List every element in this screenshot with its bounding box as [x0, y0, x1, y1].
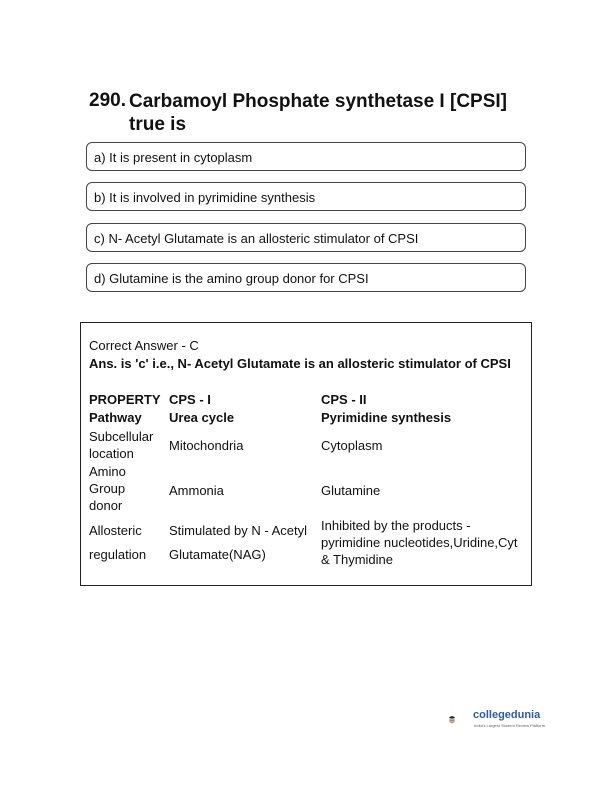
mascot-icon — [449, 702, 473, 738]
option-a[interactable]: a) It is present in cytoplasm — [86, 142, 526, 171]
table-cell-property: Allosteric regulation — [89, 523, 147, 562]
question-text: Carbamoyl Phosphate synthetase I [CPSI] true is — [129, 91, 507, 135]
answer-box — [80, 322, 532, 586]
table-cell-property: Pathway — [89, 410, 142, 425]
table-cell-cps2: Inhibited by the products - pyrimidine nucleotides,Uridine,Cyt & Thymidine — [321, 518, 518, 567]
table-cell-cps1: Urea cycle — [169, 410, 235, 425]
answer-explanation: Ans. is 'c' i.e., N- Acetyl Glutamate is an allosteric stimulator of CPSI — [89, 356, 511, 371]
table-header-cps2: CPS - II — [321, 392, 367, 407]
table-header-property: PROPERTY — [89, 392, 161, 407]
option-c[interactable]: c) N- Acetyl Glutamate is an allosteric stimulator of CPSI — [86, 223, 526, 252]
table-cell-cps1: Stimulated by N - Acetyl Glutamate(NAG) — [169, 523, 307, 562]
logo-name: collegedunia — [473, 709, 541, 721]
option-b[interactable]: b) It is involved in pyrimidine synthesis — [86, 182, 526, 211]
table-header-cps1: CPS - I — [169, 392, 211, 407]
correct-answer: Correct Answer - C — [89, 338, 199, 353]
table-cell-property: Amino Group donor — [89, 464, 126, 513]
option-d[interactable]: d) Glutamine is the amino group donor for CPSI — [86, 263, 526, 292]
table-cell-cps1: Mitochondria — [169, 438, 244, 453]
table-cell-property: Subcellular location — [89, 429, 154, 461]
table-cell-cps1: Ammonia — [169, 483, 224, 498]
table-cell-cps2: Cytoplasm — [321, 438, 383, 453]
table-cell-cps2: Pyrimidine synthesis — [321, 410, 452, 425]
question-number: 290. — [89, 90, 126, 111]
table-cell-cps2: Glutamine — [321, 483, 381, 498]
logo-tagline: India's Largest Student Review Platform — [474, 723, 546, 728]
